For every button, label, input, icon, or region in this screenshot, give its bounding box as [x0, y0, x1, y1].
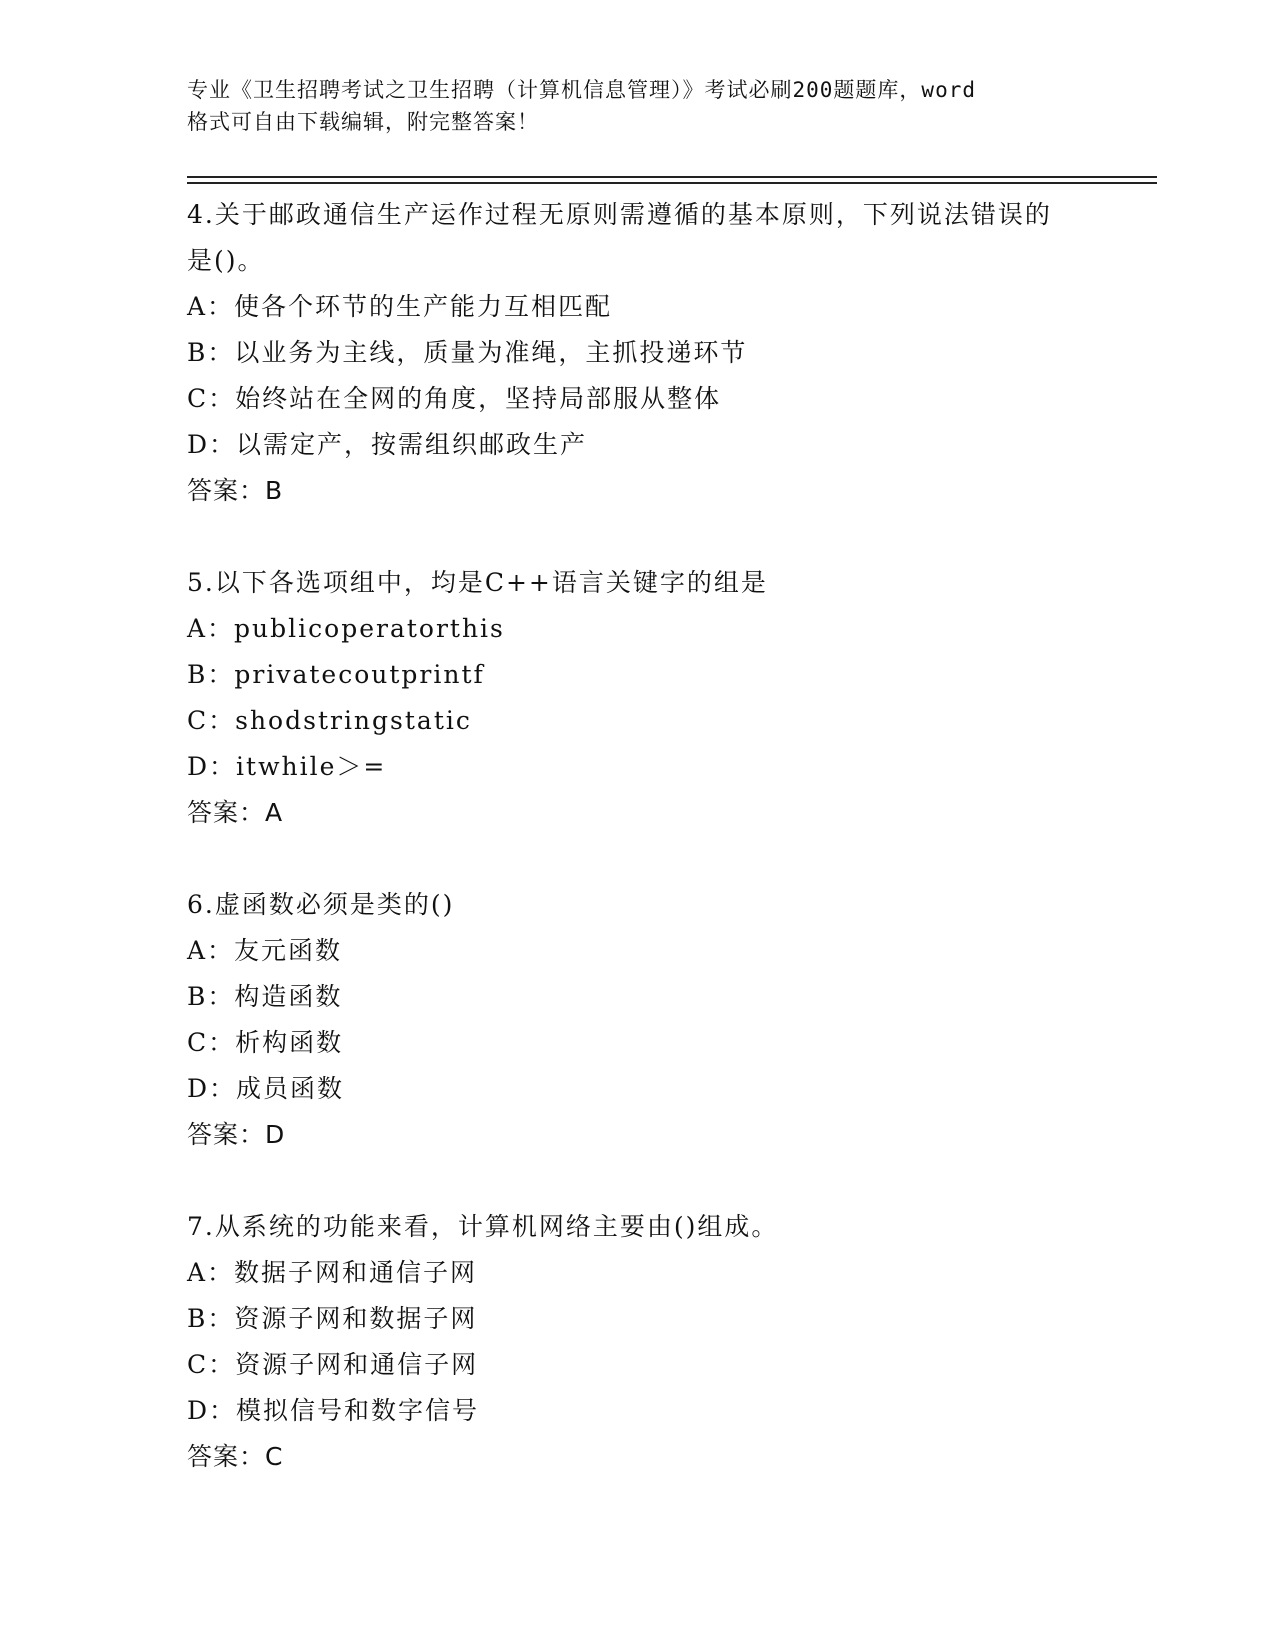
option-c: C：析构函数 [187, 1028, 344, 1057]
option-d: D：以需定产，按需组织邮政生产 [187, 430, 588, 459]
question-title: 6.虚函数必须是类的() [187, 890, 455, 919]
question-5 [187, 560, 1087, 836]
question-7 [187, 1204, 1087, 1480]
option-c: C：shodstringstatic [187, 706, 472, 735]
question-6 [187, 882, 1087, 1158]
option-b: B：构造函数 [187, 982, 343, 1011]
option-b: B：以业务为主线，质量为准绳，主抓投递环节 [187, 338, 748, 367]
option-a: A：publicoperatorthis [187, 614, 505, 643]
option-d: D：itwhile＞= [187, 752, 387, 781]
option-b: B：privatecoutprintf [187, 660, 485, 689]
answer-line: 答案：C [187, 1442, 284, 1471]
answer-line: 答案：B [187, 476, 284, 505]
question-list [187, 192, 1087, 1526]
option-c: C：资源子网和通信子网 [187, 1350, 479, 1379]
header-divider-top [187, 176, 1157, 178]
option-a: A：使各个环节的生产能力互相匹配 [187, 292, 613, 321]
answer-line: 答案：A [187, 798, 284, 827]
answer-line: 答案：D [187, 1120, 286, 1149]
option-a: A：数据子网和通信子网 [187, 1258, 478, 1287]
option-d: D：模拟信号和数字信号 [187, 1396, 480, 1425]
question-title: 4.关于邮政通信生产运作过程无原则需遵循的基本原则，下列说法错误的是()。 [187, 200, 1052, 275]
question-title: 7.从系统的功能来看，计算机网络主要由()组成。 [187, 1212, 779, 1241]
option-d: D：成员函数 [187, 1074, 345, 1103]
document-header [187, 74, 1087, 138]
question-4 [187, 192, 1087, 514]
header-line-2: 格式可自由下载编辑，附完整答案！ [187, 110, 539, 134]
option-a: A：友元函数 [187, 936, 343, 965]
option-b: B：资源子网和数据子网 [187, 1304, 478, 1333]
option-c: C：始终站在全网的角度，坚持局部服从整体 [187, 384, 722, 413]
question-title: 5.以下各选项组中，均是C++语言关键字的组是 [187, 568, 768, 597]
header-line-1: 专业《卫生招聘考试之卫生招聘（计算机信息管理）》考试必刷200题题库，word [187, 78, 976, 102]
header-divider-bottom [187, 182, 1157, 184]
